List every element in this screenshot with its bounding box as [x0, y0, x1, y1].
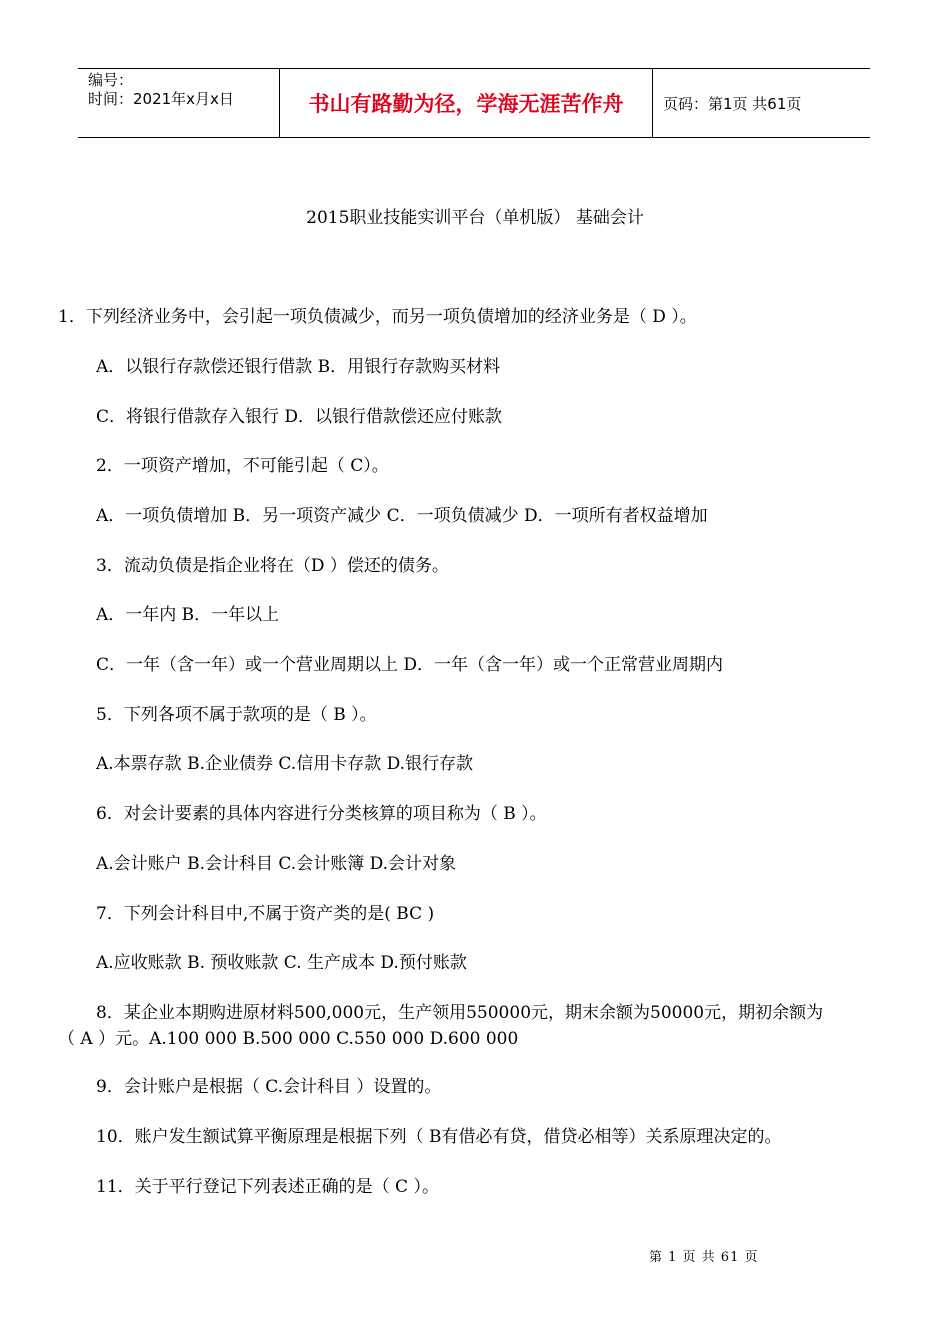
- question-5: 5．下列各项不属于款项的是（ B ）。: [96, 705, 377, 725]
- page-header: [78, 68, 870, 138]
- question-3: 3．流动负债是指企业将在（D ）偿还的债务。: [96, 556, 449, 576]
- question-1-options-c-d: C．将银行借款存入银行 D．以银行借款偿还应付账款: [96, 407, 503, 427]
- question-11: 11．关于平行登记下列表述正确的是（ C ）。: [96, 1177, 439, 1197]
- question-3-options-c-d: C．一年（含一年）或一个营业周期以上 D．一年（含一年）或一个正常营业周期内: [96, 655, 724, 675]
- document-number: 编号：: [88, 71, 134, 89]
- question-8: 8．某企业本期购进原材料500,000元，生产领用550000元，期末余额为50000元，期初余额为: [96, 1003, 824, 1023]
- question-5-options: A.本票存款 B.企业债券 C.信用卡存款 D.银行存款: [96, 754, 474, 774]
- page-footer: 第 1 页 共 61 页: [649, 1250, 759, 1265]
- question-2: 2．一项资产增加，不可能引起（ C）。: [96, 456, 389, 476]
- question-7-options: A.应收账款 B. 预收账款 C. 生产成本 D.预付账款: [96, 953, 467, 973]
- question-3-options-a-b: A．一年内 B．一年以上: [96, 605, 280, 625]
- question-6: 6．对会计要素的具体内容进行分类核算的项目称为（ B ）。: [96, 804, 547, 824]
- document-date: 时间：2021年x月x日: [88, 90, 234, 108]
- question-1-options-a-b: A．以银行存款偿还银行借款 B．用银行存款购买材料: [96, 357, 501, 377]
- question-9: 9．会计账户是根据（ C.会计科目 ）设置的。: [96, 1077, 442, 1097]
- question-7: 7．下列会计科目中,不属于资产类的是( BC ): [96, 904, 435, 924]
- question-10: 10．账户发生额试算平衡原理是根据下列（ B有借必有贷，借贷必相等）关系原理决定的。: [96, 1127, 782, 1147]
- question-1: 1．下列经济业务中，会引起一项负债减少，而另一项负债增加的经济业务是（ D ）。: [58, 307, 697, 327]
- header-page-number: 页码：第1页 共61页: [663, 94, 802, 113]
- document-title: 2015职业技能实训平台（单机版） 基础会计: [306, 208, 644, 228]
- header-meta: [78, 69, 280, 137]
- question-8-continued: （ A ）元。A.100 000 B.500 000 C.550 000 D.600 000: [58, 1029, 519, 1049]
- question-2-options: A．一项负债增加 B．另一项资产减少 C．一项负债减少 D．一项所有者权益增加: [96, 506, 708, 526]
- header-motto: 书山有路勤为径，学海无涯苦作舟: [280, 69, 653, 137]
- question-6-options: A.会计账户 B.会计科目 C.会计账簿 D.会计对象: [96, 854, 457, 874]
